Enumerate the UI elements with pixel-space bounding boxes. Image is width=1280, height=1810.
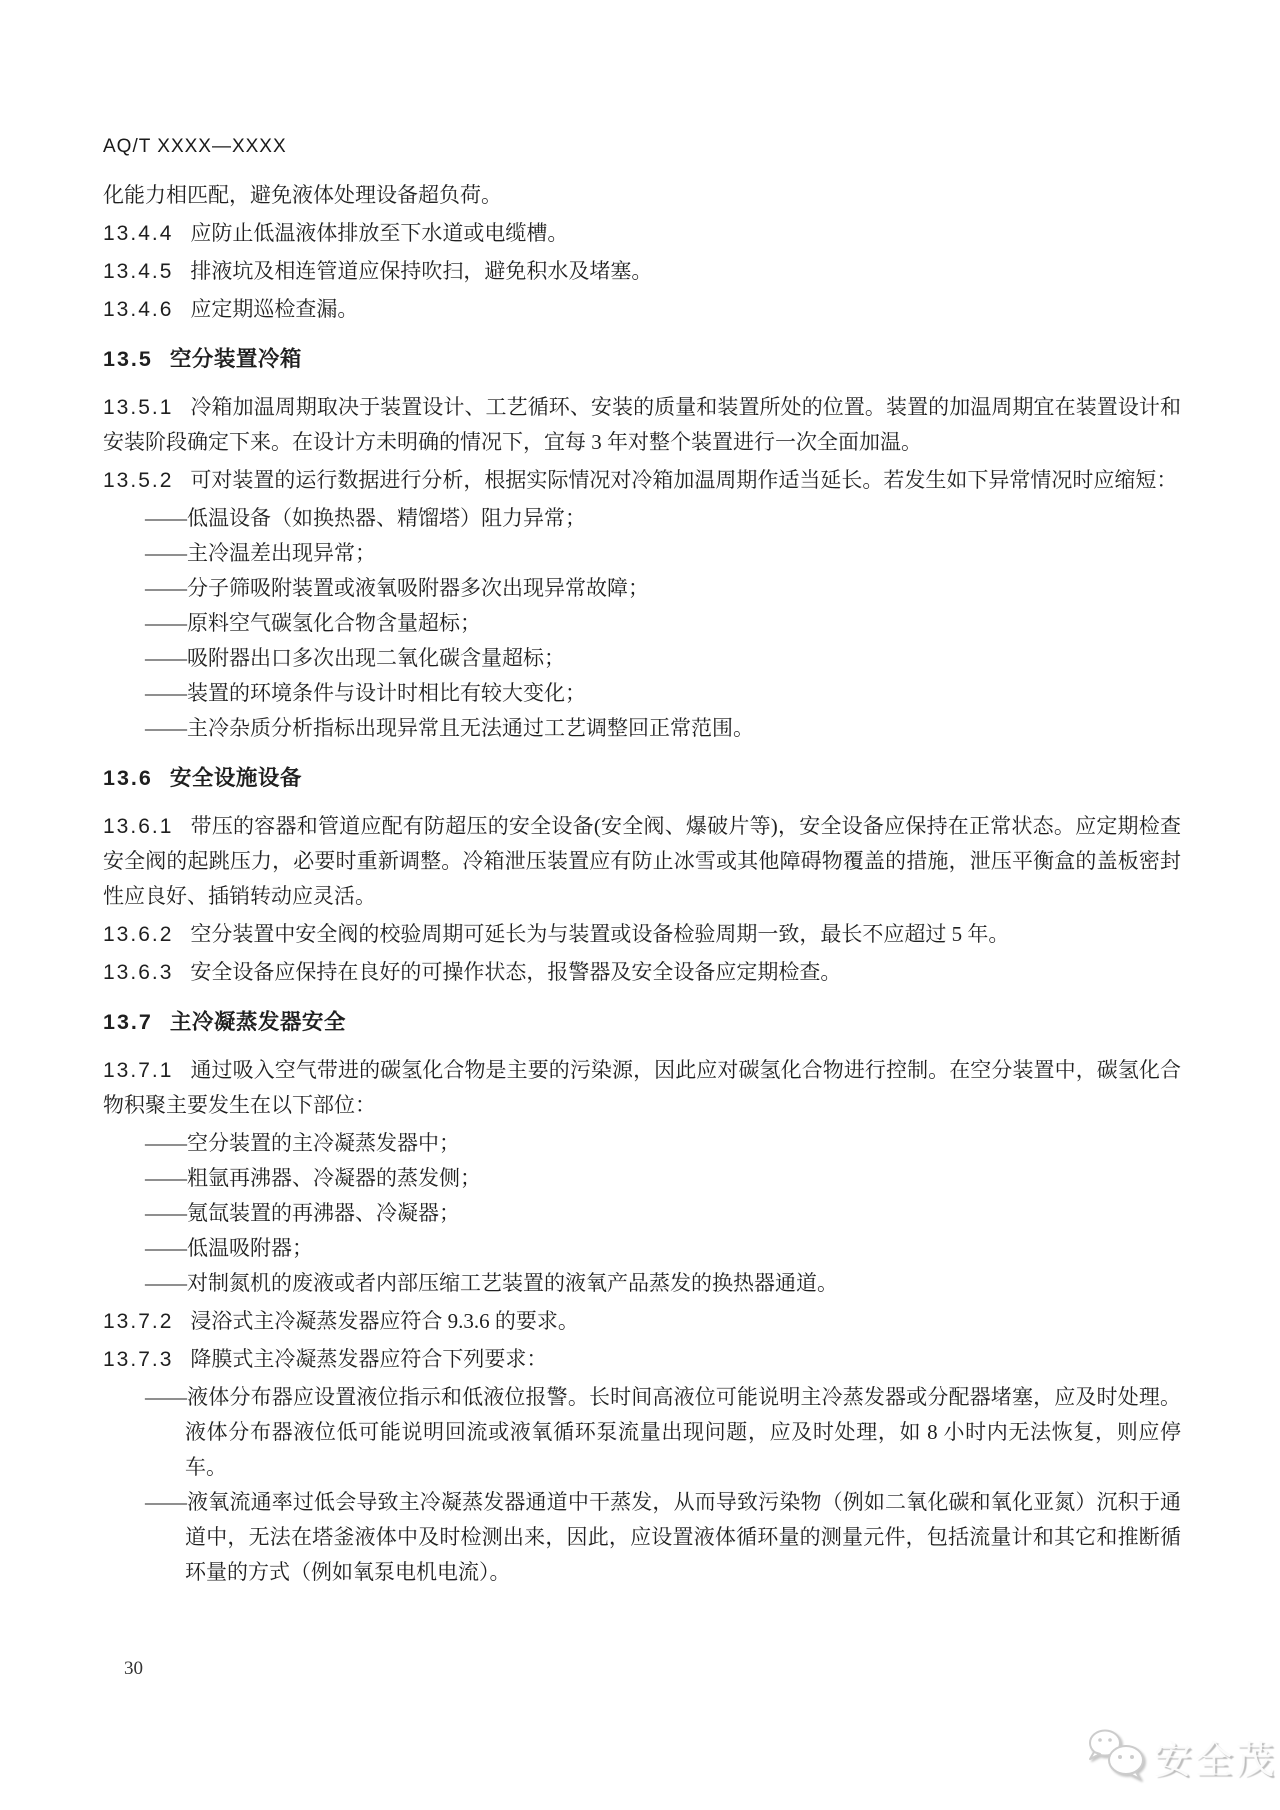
clause-number: 13.5.2 — [103, 469, 174, 492]
clause-paragraph — [103, 216, 1181, 251]
dash-list-item: ——液体分布器应设置液位指示和低液位报警。长时间高液位可能说明主冷蒸发器或分配器堵塞，应及时处理。液体分布器液位低可能说明回流或液氧循环泵流量出现问题，应及时处理，如 8 小时内无法恢复，则应停车。 — [145, 1385, 1181, 1479]
dash-list-item: ——吸附器出口多次出现二氧化碳含量超标； — [145, 646, 565, 670]
dash-list-item: ——分子筛吸附装置或液氧吸附器多次出现异常故障； — [145, 576, 649, 600]
clause-paragraph — [103, 1342, 1181, 1377]
clause-number: 13.5.1 — [103, 396, 174, 419]
clause-paragraph — [103, 809, 1181, 914]
section-title: 安全设施设备 — [169, 766, 302, 790]
clause-text: 应防止低温液体排放至下水道或电缆槽。 — [190, 221, 569, 245]
watermark — [1086, 1728, 1277, 1785]
clause-number: 13.4.6 — [103, 298, 174, 321]
watermark-text: 安全茂 — [1154, 1740, 1278, 1782]
clause-paragraph — [103, 917, 1181, 952]
clause-text: 浸浴式主冷凝蒸发器应符合 9.3.6 的要求。 — [190, 1309, 579, 1333]
clause-text: 冷箱加温周期取决于装置设计、工艺循环、安装的质量和装置所处的位置。装置的加温周期宜在装置设计和安装阶段确定下来。在设计方未明确的情况下，宜每 3 年对整个装置进行一次全面加温。 — [103, 395, 1181, 454]
clause-text: 降膜式主冷凝蒸发器应符合下列要求： — [190, 1347, 548, 1371]
dash-list-item: ——空分装置的主冷凝蒸发器中； — [145, 1131, 460, 1155]
clause-text: 安全设备应保持在良好的可操作状态，报警器及安全设备应定期检查。 — [190, 960, 842, 984]
clause-text: 带压的容器和管道应配有防超压的安全设备(安全阀、爆破片等)，安全设备应保持在正常状态。应定期检查安全阀的起跳压力，必要时重新调整。冷箱泄压装置应有防止冰雪或其他障碍物覆盖的措施，泄压平衡盒的盖板密封性应良好、插销转动应灵活。 — [103, 814, 1181, 908]
dash-list-item: ——低温吸附器； — [145, 1236, 313, 1260]
clause-number: 13.7.1 — [103, 1059, 174, 1082]
section-heading — [103, 761, 1181, 796]
clause-paragraph — [103, 955, 1181, 990]
clause-text: 排液坑及相连管道应保持吹扫，避免积水及堵塞。 — [190, 259, 653, 283]
clause-number: 13.6.3 — [103, 961, 174, 984]
dash-list-item: ——装置的环境条件与设计时相比有较大变化； — [145, 681, 586, 705]
document-header-standard-number: AQ/T XXXX—XXXX — [103, 136, 287, 157]
clause-number: 13.4.4 — [103, 222, 174, 245]
clause-number: 13.4.5 — [103, 260, 174, 283]
section-title: 空分装置冷箱 — [169, 347, 302, 371]
dash-list-item: ——液氧流通率过低会导致主冷凝蒸发器通道中干蒸发，从而导致污染物（例如二氧化碳和氧化亚氮）沉积于通道中，无法在塔釜液体中及时检测出来，因此，应设置液体循环量的测量元件，包括流量计和其它和推断循环量的方式（例如氧泵电机电流）。 — [145, 1490, 1181, 1584]
clause-number: 13.6.1 — [103, 815, 174, 838]
clause-number: 13.6.2 — [103, 923, 174, 946]
wechat-icon — [1086, 1728, 1148, 1785]
clause-number: 13.7.3 — [103, 1348, 174, 1371]
dash-list-item: ——主冷温差出现异常； — [145, 541, 376, 565]
section-title: 主冷凝蒸发器安全 — [169, 1010, 346, 1034]
dash-list-item: ——低温设备（如换热器、精馏塔）阻力异常； — [145, 506, 586, 530]
section-heading — [103, 342, 1181, 377]
clause-text: 可对装置的运行数据进行分析，根据实际情况对冷箱加温周期作适当延长。若发生如下异常情况时应缩短： — [190, 468, 1178, 492]
section-heading — [103, 1005, 1181, 1040]
dash-list-item: ——粗氩再沸器、冷凝器的蒸发侧； — [145, 1166, 481, 1190]
dash-list-item: ——氪氙装置的再沸器、冷凝器； — [145, 1201, 460, 1225]
clause-number: 13.7.2 — [103, 1310, 174, 1333]
clause-paragraph — [103, 1304, 1181, 1339]
dash-list-item: ——对制氮机的废液或者内部压缩工艺装置的液氧产品蒸发的换热器通道。 — [145, 1271, 838, 1295]
clause-number: 13.5 — [103, 347, 153, 371]
clause-paragraph — [103, 1053, 1181, 1123]
clause-text: 通过吸入空气带进的碳氢化合物是主要的污染源，因此应对碳氢化合物进行控制。在空分装置中，碳氢化合物积聚主要发生在以下部位： — [103, 1058, 1181, 1117]
clause-number: 13.6 — [103, 766, 153, 790]
clause-number: 13.7 — [103, 1010, 153, 1034]
page-number: 30 — [124, 1658, 143, 1679]
clause-text: 空分装置中安全阀的校验周期可延长为与装置或设备检验周期一致，最长不应超过 5 年。 — [190, 922, 1010, 946]
clause-paragraph — [103, 390, 1181, 460]
clause-paragraph — [103, 463, 1181, 498]
document-body — [103, 178, 1181, 1590]
dash-list-item: ——主冷杂质分析指标出现异常且无法通过工艺调整回正常范围。 — [145, 716, 754, 740]
dash-list-item: ——原料空气碳氢化合物含量超标； — [145, 611, 481, 635]
paragraph: 化能力相匹配，避免液体处理设备超负荷。 — [103, 183, 502, 207]
clause-paragraph — [103, 292, 1181, 327]
clause-text: 应定期巡检查漏。 — [190, 297, 359, 321]
clause-paragraph — [103, 254, 1181, 289]
